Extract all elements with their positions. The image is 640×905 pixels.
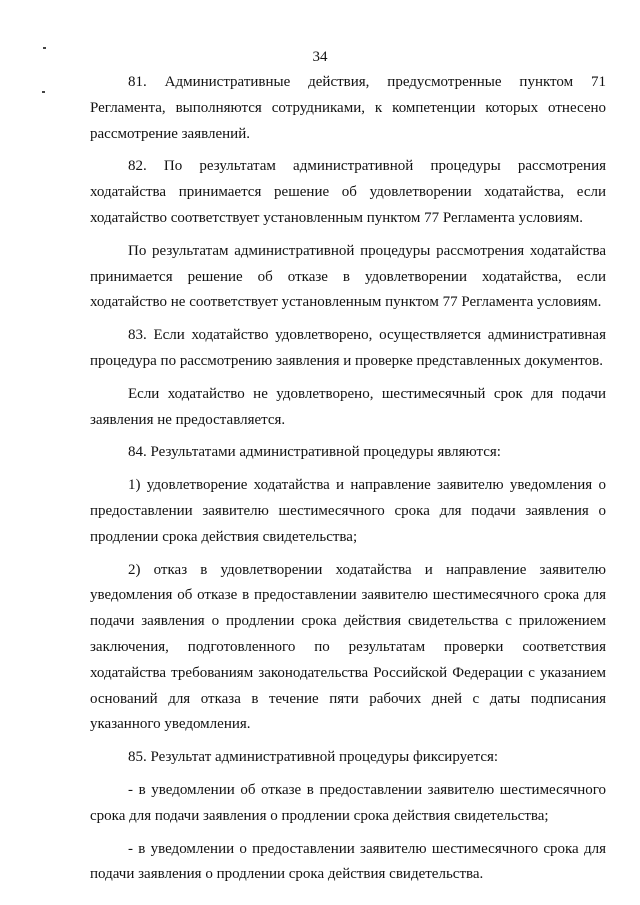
paragraph-84-item-1: 1) удовлетворение ходатайства и направление заявителю уведомления о предоставлении заявителю шестимесячного срока для подачи заявления о продлении срока действия свидетельства; — [90, 477, 606, 545]
paragraph-85-item-2: - в уведомлении о предоставлении заявителю шестимесячного срока для подачи заявления о продлении срока действия свидетельства. — [90, 840, 606, 883]
document-body — [90, 70, 606, 895]
scan-mark-middle — [42, 91, 45, 93]
paragraph-84-item-2: 2) отказ в удовлетворении ходатайства и направление заявителю уведомления об отказе в предоставлении заявителю шестимесячного срока для подачи заявления о продлении срока действия свидетельства с приложением заключения, подготовленного по результатам проверки соответствия ходатайства требованиям законодательства Российской Федерации с указанием оснований для отказа в течение пяти рабочих дней с даты подписания указанного уведомления. — [90, 561, 606, 733]
paragraph-84: 84. Результатами административной процедуры являются: — [128, 444, 501, 461]
paragraph-82: 82. По результатам административной процедуры рассмотрения ходатайства принимается решение об удовлетворении ходатайства, если ходатайство соответствует установленным пунктом 77 Регламента условиям. — [90, 158, 606, 226]
paragraph-83-refusal: Если ходатайство не удовлетворено, шестимесячный срок для подачи заявления не предоставляется. — [90, 385, 606, 428]
paragraph-83: 83. Если ходатайство удовлетворено, осуществляется административная процедура по рассмотрению заявления и проверке представленных документов. — [90, 327, 606, 369]
paragraph-82-refusal: По результатам административной процедуры рассмотрения ходатайства принимается решение об отказе в удовлетворении ходатайства, если ходатайство не соответствует установленным пунктом 77 Регламента условиям. — [90, 242, 606, 311]
page-number: 34 — [312, 49, 328, 65]
paragraph-81: 81. Административные действия, предусмотренные пунктом 71 Регламента, выполняются сотрудниками, к компетенции которых отнесено рассмотрение заявлений. — [90, 74, 606, 142]
paragraph-85: 85. Результат административной процедуры фиксируется: — [128, 749, 499, 766]
paragraph-85-item-1: - в уведомлении об отказе в предоставлении заявителю шестимесячного срока для подачи заявления о продлении срока действия свидетельства; — [90, 781, 606, 824]
